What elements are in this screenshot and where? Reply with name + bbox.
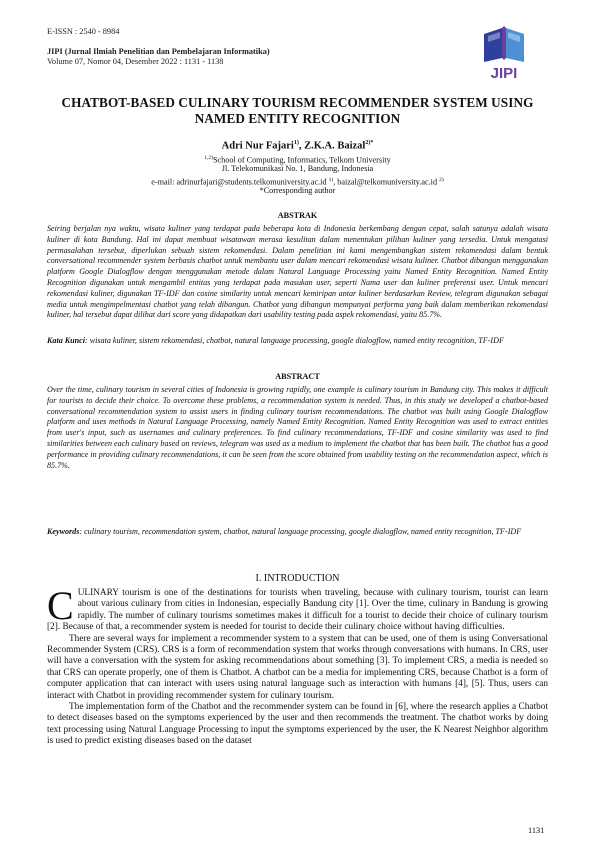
affiliation-address: Jl. Telekomunikasi No. 1, Bandung, Indonesia [221,164,374,173]
drop-cap: C [47,583,74,628]
intro-paragraph-1: CULINARY tourism is one of the destinations for tourists when traveling, because with culinary tourism, tourist can learn about various culinary from cities in Indonesian, especially Bandung city [1]. Over the time, culinary in Bandung is growing rapidly. The number of culinary tourisms sometimes makes it difficult for a tourist to decide their choice of culinary tourism [2]. Because of that, a recommender system is needed for tourist to decide their culinary choice without having difficulties. [47,583,548,633]
author-sep: , [298,140,305,152]
journal-name: JIPI (Jurnal Ilmiah Penelitian dan Pembelajaran Informatika) [47,47,270,56]
kata-kunci-label: Kata Kunci [47,336,86,345]
book-icon [484,26,524,62]
introduction-heading: I. INTRODUCTION [255,573,340,584]
author-2: Z.K.A. Baizal [304,140,366,152]
volume-line: Volume 07, Nomor 04, Desember 2022 : 1131 - 1138 [47,57,224,66]
kata-kunci: Kata Kunci: wisata kuliner, sistem rekomendasi, chatbot, natural language processing, google dialogflow, named entity recognition, TF-IDF [47,336,504,345]
issn-line: E-ISSN : 2540 - 8984 [47,27,120,36]
abstract-heading: ABSTRACT [275,372,320,381]
author-1-sup: 1) [293,140,299,146]
logo-text: JIPI [490,65,518,82]
affiliation-school: $^{1,2)}$School of Computing, Informatics, Telkom University [204,155,391,165]
author-2-sup: 2)* [365,140,374,146]
paper-title: CHATBOT-BASED CULINARY TOURISM RECOMMENDER SYSTEM USING NAMED ENTITY RECOGNITION [61,95,534,126]
intro-paragraph-2: There are several ways for implement a recommender system to a system that can be used, one of them is using Conversational Recommender System (CRS). CRS is a form of recommendation system that works through conversations with humans. In CRS, user will have a conversation with the system for asking recommendations about something [3]. To implement CRS, a media is needed so that CRS can operate properly, one of them is Chatbot. A chatbot can be a media for implementing CRS, because Chatbot is a form of computer application that can interact with users using natural language such as interaction with humans [4], [5]. Thus, users can interact with Chatbot in providing recommender system for culinary tourism. [47,633,548,701]
keywords: Keywords: culinary tourism, recommendation system, chatbot, natural language processing, google dialogflow, named entity recognition, TF-IDF [47,527,522,536]
keywords-label: Keywords [47,527,80,536]
author-line [0,140,595,152]
abstrak-text: Seiring berjalan nya waktu, wisata kuliner yang terdapat pada beberapa kota di Indonesia berkembang dengan cepat, salah satunya adalah wisata kuliner di kota Bandung. Hal ini dapat membuat wisatawan merasa kesulitan dalam menentukan pilihan kuliner yang tersedia. Untuk mengatasi permasalahan tersebut, diperlukan sebuah sistem rekomendasi. Dalam penelitian ini kami mengembangkan sistem rekomendasi dalam bentuk conversational recommender system berbasis chatbot untuk membantu user dalam mencari rekomendasi wisata kuliner. Chatbot dibangun menggunakan platform Google Dialogflow dengan menggunakan metode dalam Natural Language Processing yaitu Named Entity Recognition. Named Entity Recognition digunakan untuk mengambil entitas yang terdapat pada masukan user, seperti Nama user dan kuliner preferensi user. Untuk mencari rekomendasi kuliner, digunakan TF-IDF dan cosine similarity untuk mencari kemiripan antar kuliner berdasarkan Review, telegram digunakan sebagai media untuk mengimpelmentasi chatbot yang telah dibangun. Chatbot yang dibangun mempunyai performa yang baik dalam memberikan rekomendasi kuliner, hal tersebut dapat dilihat dari score yang didapatkan dari usability testing pada aspek rekomendasi, yaitu 85.7%. [47,224,548,320]
introduction-body [47,583,548,748]
affiliation-sup: 1,2) [204,155,213,161]
jipi-logo [480,22,528,82]
page-number: 1131 [528,826,545,835]
affiliation-email: e-mail: adrinurfajari@students.telkomuniversity.ac.id $^{1)}$, baizal@telkomuniversity.ac.id $^{2)}$ [151,177,444,187]
abstrak-heading: ABSTRAK [277,211,318,220]
abstract-text: Over the time, culinary tourism in several cities of Indonesia is growing rapidly, one example is culinary tourism in Bandung city. This makes it difficult for tourists to decide their choice. To overcome these problems, a recommendation system is needed. Thus, in this study we developed a chatbot-based conversational recommendation system to assist users in finding culinary tourism recommendations. The chatbot was built using Google Dialogflow platform and uses methods in Natural Language Processing, namely Named Entity Recognition. Named Entity Recognition was used to extract entities from user's input, such as usernames and culinary preferences. To find culinary recommendations, TF-IDF and cosine similarity was used to find similarities between each culinary based on reviews, telegram was used as a medium to implement the chatbot that has been built. The chatbot has a good performance in providing culinary recommendations, it can be seen from the score obtained from usability testing on the recommendation aspect, which is 85.7%. [47,385,548,470]
corresponding-author: *Corresponding author [259,186,336,195]
intro-paragraph-3: The implementation form of the Chatbot and the recommender system can be found in [6], where the research applies a Chatbot to detect diseases based on the symptoms experienced by the user and then recommends the treatment. The chatbot works by doing text processing using Natural Language Processing to input the symptoms experienced by the user, the K Nearest Neighbor algorithm is used to predict existing diseases based on the dataset [47,702,548,747]
author-1: Adri Nur Fajari [221,140,294,152]
